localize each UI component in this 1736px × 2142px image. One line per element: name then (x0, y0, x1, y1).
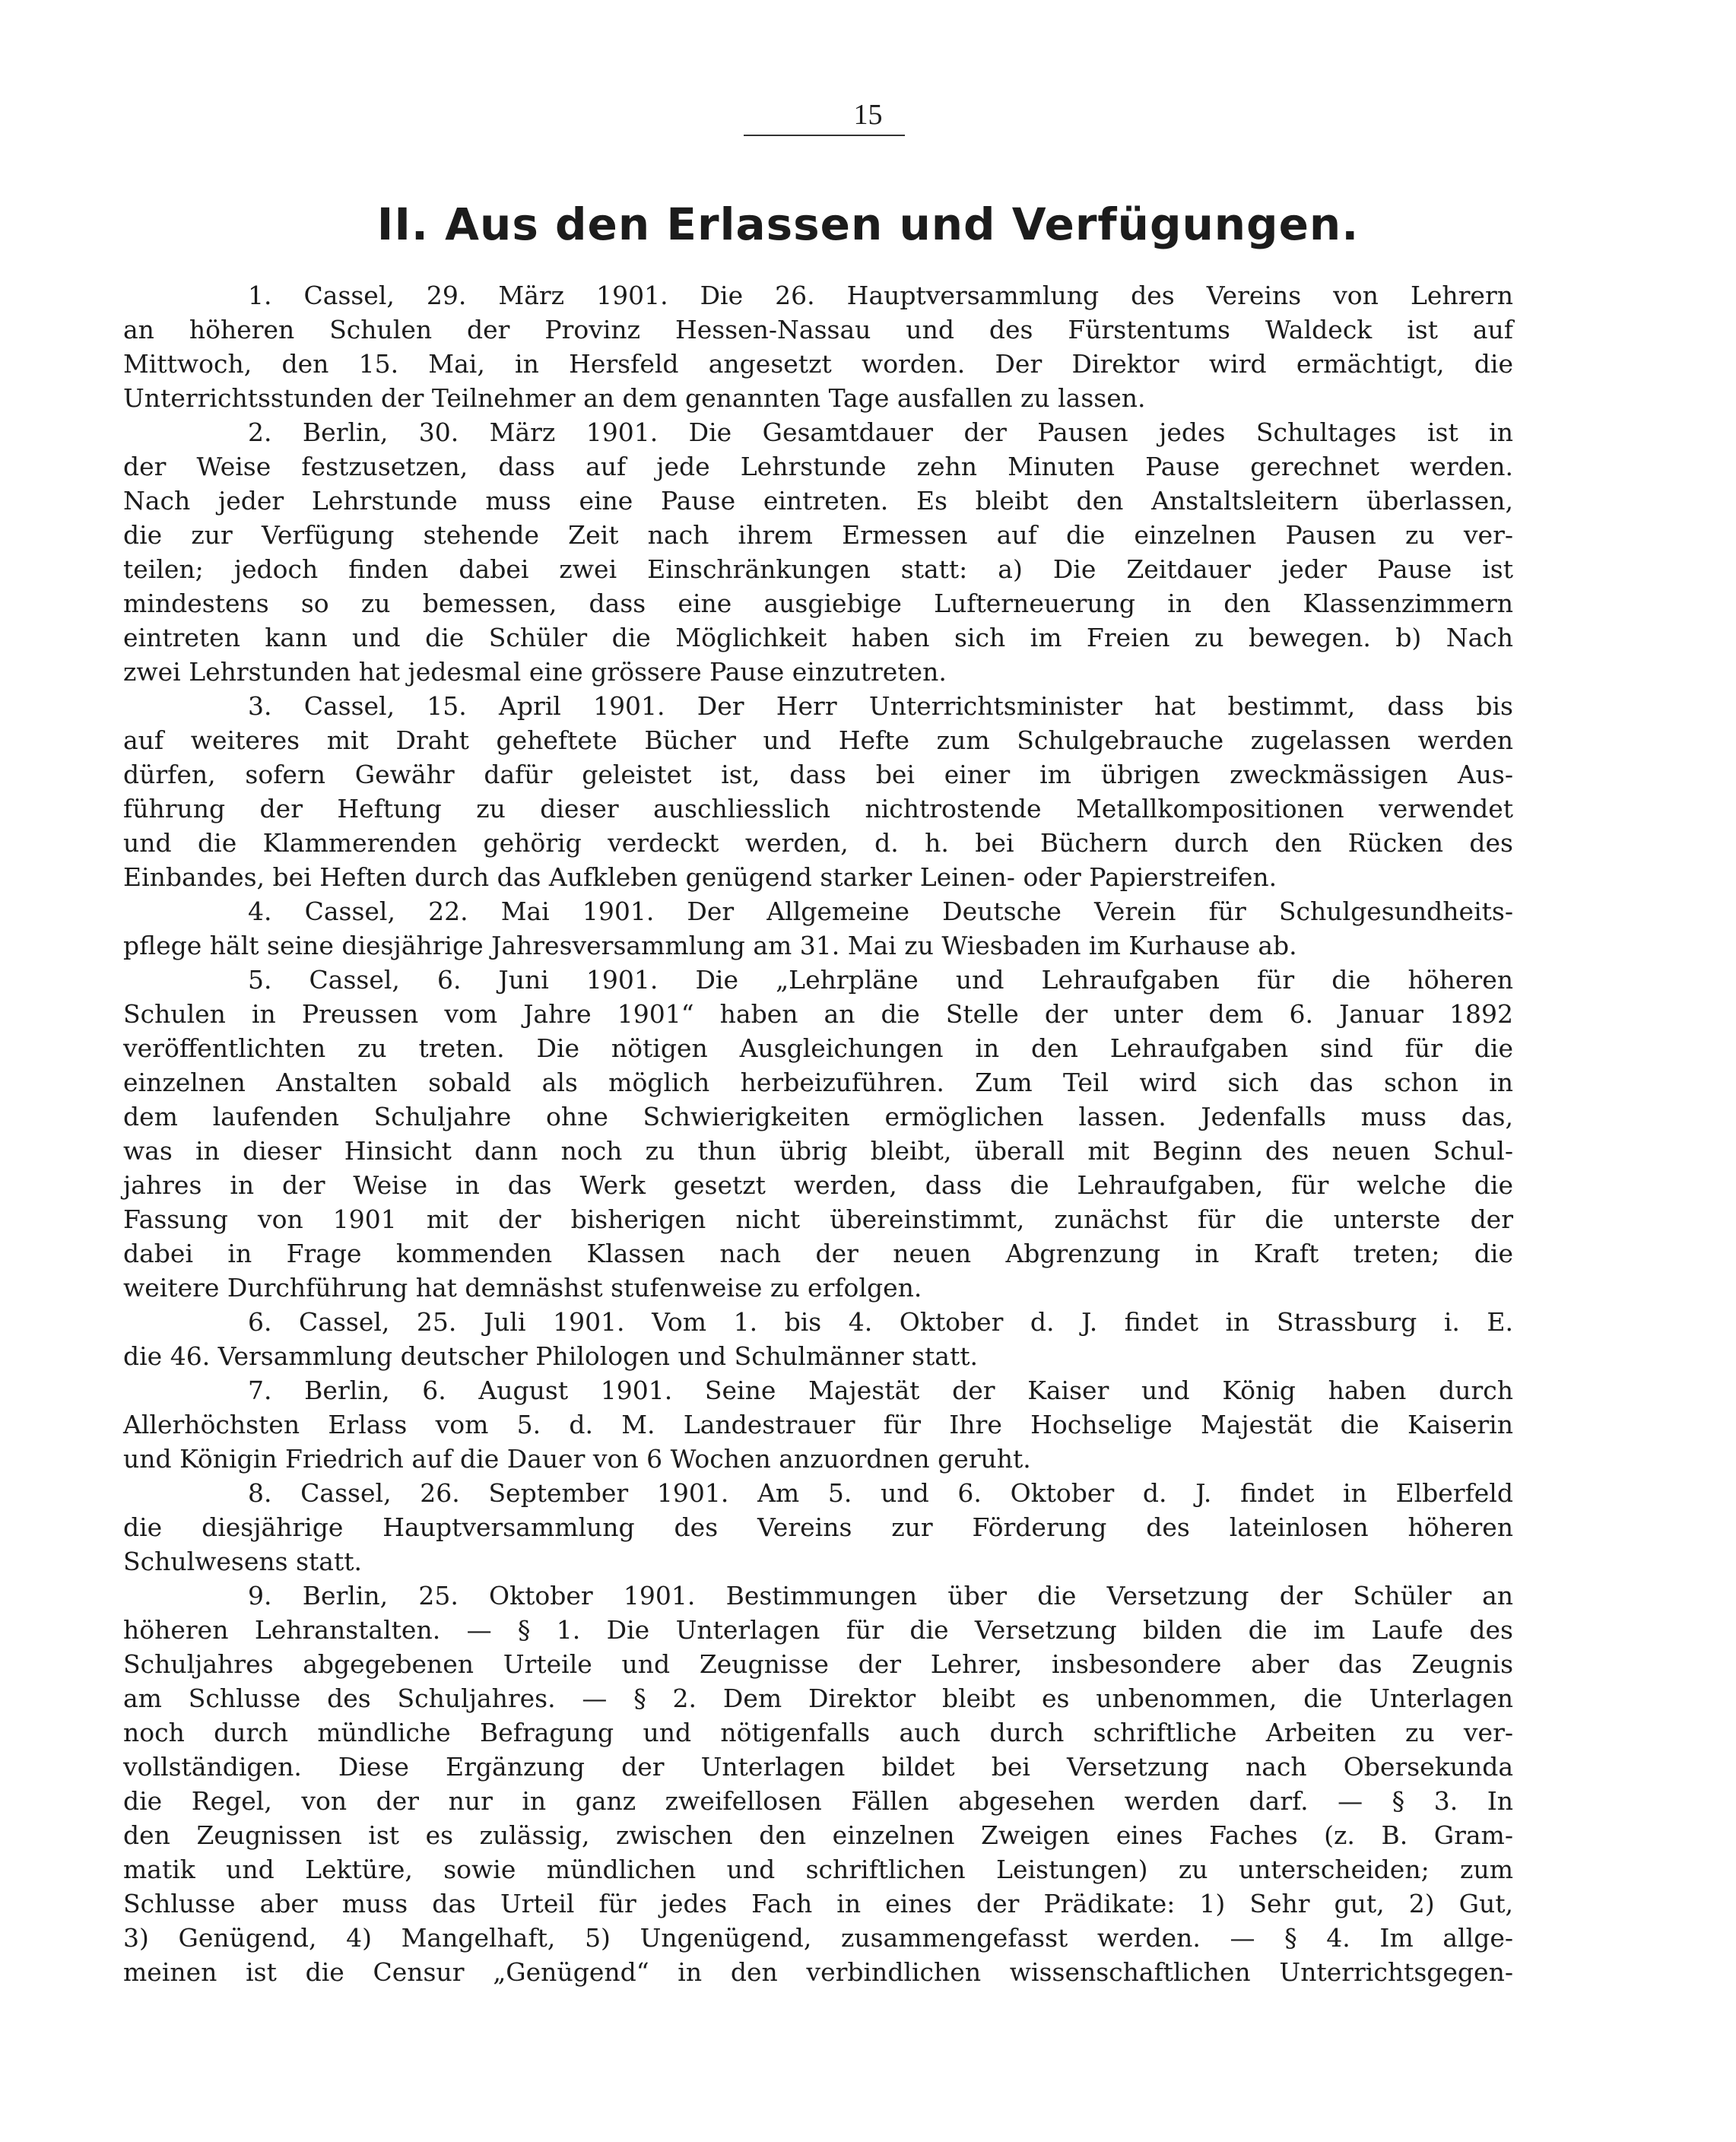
text-line: den Zeugnissen ist es zulässig, zwischen den einzelnen Zweigen eines Faches (z. B. Gram- (123, 1820, 1513, 1850)
text-line: der Weise festzusetzen, dass auf jede Lehrstunde zehn Minuten Pause gerechnet werden. (123, 452, 1513, 481)
page-number: 15 (853, 99, 883, 131)
text-line: und die Klammerenden gehörig verdeckt werden, d. h. bei Büchern durch den Rücken des (123, 828, 1513, 858)
text-line: und Königin Friedrich auf die Dauer von 6 Wochen anzuordnen geruht. (123, 1444, 1031, 1474)
text-line: 1. Cassel, 29. März 1901. Die 26. Hauptversammlung des Vereins von Lehrern (248, 281, 1513, 310)
text-line: die diesjährige Hauptversammlung des Vereins zur Förderung des lateinlosen höheren (123, 1512, 1513, 1542)
text-line: mindestens so zu bemessen, dass eine ausgiebige Lufterneuerung in den Klassenzimmern (123, 589, 1513, 618)
text-line: Einbandes, bei Heften durch das Aufkleben genügend starker Leinen- oder Papierstreifen. (123, 862, 1277, 892)
text-line: teilen; jedoch finden dabei zwei Einschränkungen statt: a) Die Zeitdauer jeder Pause ist (123, 554, 1513, 584)
text-line: die 46. Versammlung deutscher Philologen und Schulmänner statt. (123, 1341, 978, 1371)
text-line: dabei in Frage kommenden Klassen nach der neuen Abgrenzung in Kraft treten; die (123, 1239, 1513, 1268)
text-line: am Schlusse des Schuljahres. — § 2. Dem Direktor bleibt es unbenommen, die Unterlagen (123, 1683, 1513, 1713)
text-line: Unterrichtsstunden der Teilnehmer an dem genannten Tage ausfallen zu lassen. (123, 383, 1146, 413)
section-heading: II. Aus den Erlassen und Verfügungen. (376, 198, 1360, 250)
page-number-rule (744, 135, 905, 136)
text-line: Schlusse aber muss das Urteil für jedes Fach in eines der Prädikate: 1) Sehr gut, 2) Gut, (123, 1889, 1513, 1918)
text-line: Schuljahres abgegebenen Urteile und Zeugnisse der Lehrer, insbesondere aber das Zeugnis (123, 1649, 1513, 1679)
text-line: pflege hält seine diesjährige Jahresversammlung am 31. Mai zu Wiesbaden im Kurhause ab. (123, 931, 1297, 960)
text-line: Schulen in Preussen vom Jahre 1901“ haben an die Stelle der unter dem 6. Januar 1892 (123, 999, 1513, 1029)
text-line: veröffentlichten zu treten. Die nötigen Ausgleichungen in den Lehraufgaben sind für die (123, 1033, 1513, 1063)
text-line: 6. Cassel, 25. Juli 1901. Vom 1. bis 4. Oktober d. J. findet in Strassburg i. E. (248, 1307, 1513, 1337)
text-line: Schulwesens statt. (123, 1547, 362, 1576)
text-line: 5. Cassel, 6. Juni 1901. Die „Lehrpläne und Lehraufgaben für die höheren (248, 965, 1513, 995)
text-line: Fassung von 1901 mit der bisherigen nicht übereinstimmt, zunächst für die unterste der (123, 1204, 1513, 1234)
text-line: was in dieser Hinsicht dann noch zu thun übrig bleibt, überall mit Beginn des neuen Schul- (123, 1136, 1513, 1166)
text-line: dürfen, sofern Gewähr dafür geleistet ist, dass bei einer im übrigen zweckmässigen Aus- (123, 760, 1513, 789)
body-text (123, 278, 1513, 1989)
text-line: einzelnen Anstalten sobald als möglich herbeizuführen. Zum Teil wird sich das schon in (123, 1068, 1513, 1097)
text-line: meinen ist die Censur „Genügend“ in den verbindlichen wissenschaftlichen Unterrichtsgegen- (123, 1957, 1513, 1987)
text-line: die zur Verfügung stehende Zeit nach ihrem Ermessen auf die einzelnen Pausen zu ver- (123, 520, 1513, 550)
text-line: 2. Berlin, 30. März 1901. Die Gesamtdauer der Pausen jedes Schultages ist in (248, 417, 1513, 447)
text-line: Nach jeder Lehrstunde muss eine Pause eintreten. Es bleibt den Anstaltsleitern überlassen, (123, 486, 1513, 516)
text-line: weitere Durchführung hat demnäshst stufenweise zu erfolgen. (123, 1273, 922, 1303)
text-line: führung der Heftung zu dieser auschliesslich nichtrostende Metallkompositionen verwendet (123, 794, 1513, 823)
text-line: 9. Berlin, 25. Oktober 1901. Bestimmungen über die Versetzung der Schüler an (248, 1581, 1513, 1610)
text-line: matik und Lektüre, sowie mündlichen und schriftlichen Leistungen) zu unterscheiden; zum (123, 1855, 1513, 1884)
text-line: Allerhöchsten Erlass vom 5. d. M. Landestrauer für Ihre Hochselige Majestät die Kaiserin (123, 1410, 1513, 1439)
text-line: 8. Cassel, 26. September 1901. Am 5. und 6. Oktober d. J. findet in Elberfeld (248, 1478, 1513, 1508)
text-line: dem laufenden Schuljahre ohne Schwierigkeiten ermöglichen lassen. Jedenfalls muss das, (123, 1102, 1513, 1131)
text-line: zwei Lehrstunden hat jedesmal eine grössere Pause einzutreten. (123, 657, 947, 687)
text-line: 4. Cassel, 22. Mai 1901. Der Allgemeine Deutsche Verein für Schulgesundheits- (248, 896, 1513, 926)
text-line: 7. Berlin, 6. August 1901. Seine Majestät der Kaiser und König haben durch (248, 1376, 1513, 1405)
text-line: eintreten kann und die Schüler die Möglichkeit haben sich im Freien zu bewegen. b) Nach (123, 623, 1513, 652)
text-line: vollständigen. Diese Ergänzung der Unterlagen bildet bei Versetzung nach Obersekunda (123, 1752, 1513, 1782)
text-line: höheren Lehranstalten. — § 1. Die Unterlagen für die Versetzung bilden die im Laufe des (123, 1615, 1513, 1645)
text-line: die Regel, von der nur in ganz zweifellosen Fällen abgesehen werden darf. — § 3. In (123, 1786, 1513, 1816)
text-line: auf weiteres mit Draht geheftete Bücher und Hefte zum Schulgebrauche zugelassen werden (123, 725, 1513, 755)
text-line: Mittwoch, den 15. Mai, in Hersfeld angesetzt worden. Der Direktor wird ermächtigt, die (123, 349, 1513, 379)
text-line: 3) Genügend, 4) Mangelhaft, 5) Ungenügend, zusammengefasst werden. — § 4. Im allge- (123, 1923, 1513, 1953)
text-line: jahres in der Weise in das Werk gesetzt werden, dass die Lehraufgaben, für welche die (123, 1170, 1513, 1200)
text-line: an höheren Schulen der Provinz Hessen-Nassau und des Fürstentums Waldeck ist auf (123, 315, 1513, 344)
text-line: 3. Cassel, 15. April 1901. Der Herr Unterrichtsminister hat bestimmt, dass bis (248, 691, 1513, 721)
text-line: noch durch mündliche Befragung und nötigenfalls auch durch schriftliche Arbeiten zu ver- (123, 1718, 1513, 1747)
